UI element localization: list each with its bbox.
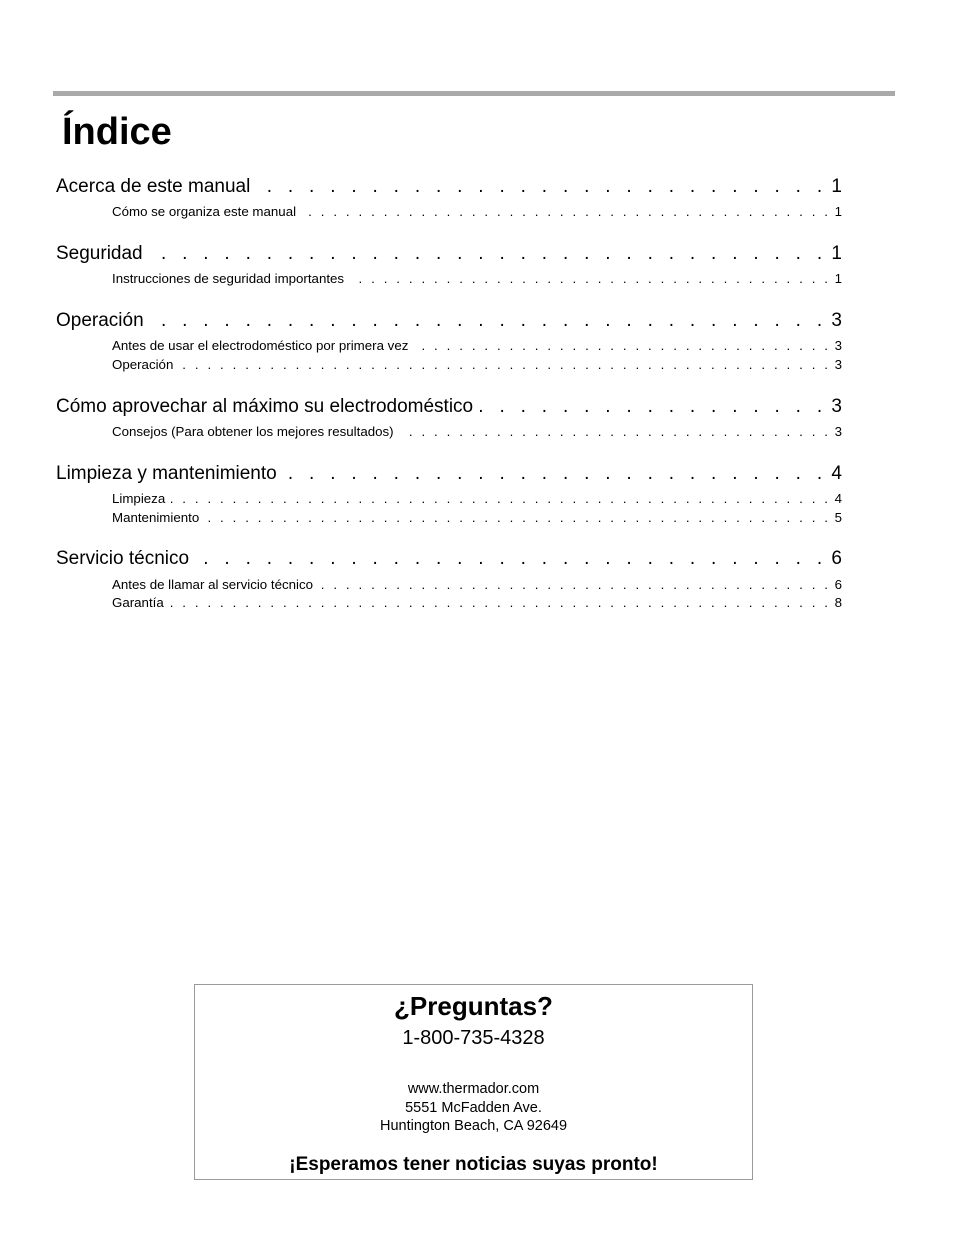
toc-item-label: Antes de llamar al servicio técnico (112, 577, 314, 592)
toc-page-number: 3 (834, 338, 842, 353)
toc-section-label: Acerca de este manual (56, 176, 251, 197)
dot-leader (283, 462, 828, 486)
dot-leader (256, 175, 827, 199)
toc-item-instrucciones[interactable] (112, 270, 842, 287)
dot-leader (195, 547, 827, 571)
toc-item-organiza[interactable] (112, 203, 842, 220)
toc-page-number: 4 (831, 463, 842, 484)
toc-page-number: 3 (831, 310, 842, 331)
toc-item-operacion[interactable] (112, 356, 842, 373)
toc-section-label: Limpieza y mantenimiento (56, 463, 277, 484)
toc-item-label: Limpieza (112, 491, 166, 506)
toc-page-number: 6 (834, 577, 842, 592)
contact-heading: ¿Preguntas? (394, 991, 553, 1021)
toc-section-seguridad[interactable] (56, 242, 842, 266)
toc-item-label: Operación (112, 357, 174, 372)
toc-section-aprovechar[interactable] (56, 395, 842, 419)
top-rule (53, 91, 895, 96)
toc-section-label: Operación (56, 310, 144, 331)
dot-leader (171, 490, 830, 507)
dot-leader (302, 203, 831, 220)
toc-section-acerca[interactable] (56, 175, 842, 199)
dot-leader (149, 242, 828, 266)
contact-website[interactable]: www.thermador.com (407, 1081, 540, 1097)
toc-item-label: Instrucciones de seguridad importantes (112, 271, 345, 286)
toc-page-number: 8 (834, 595, 842, 610)
contact-phone[interactable]: 1-800-735-4328 (402, 1027, 545, 1049)
toc-item-antes-de-usar[interactable] (112, 337, 842, 354)
toc-item-label: Garantía (112, 595, 164, 610)
page-title: Índice (62, 111, 172, 153)
dot-leader (350, 270, 831, 287)
contact-address-line2: Huntington Beach, CA 92649 (379, 1118, 568, 1134)
toc-section-operacion[interactable] (56, 309, 842, 333)
toc-item-label: Cómo se organiza este manual (112, 204, 297, 219)
toc-item-label: Antes de usar el electrodoméstico por primera vez (112, 338, 409, 353)
toc-item-antes-de-llamar[interactable] (112, 576, 842, 593)
toc-page-number: 1 (831, 176, 842, 197)
toc-page-number: 3 (834, 357, 842, 372)
toc-page-number: 1 (834, 271, 842, 286)
toc-page-number: 3 (831, 396, 842, 417)
toc-section-label: Servicio técnico (56, 548, 190, 569)
toc-item-mantenimiento[interactable] (112, 509, 842, 526)
dot-leader (170, 594, 831, 611)
toc-section-label: Cómo aprovechar al máximo su electrodoméstico (56, 396, 474, 417)
toc-section-label: Seguridad (56, 243, 143, 264)
dot-leader (479, 395, 827, 419)
toc-item-limpieza[interactable] (112, 490, 842, 507)
toc-section-servicio[interactable] (56, 547, 842, 571)
contact-box (194, 984, 753, 1180)
toc-page-number: 3 (834, 424, 842, 439)
toc-item-garantia[interactable] (112, 594, 842, 611)
toc-section-limpieza-mantenimiento[interactable] (56, 462, 842, 486)
toc-page-number: 1 (831, 243, 842, 264)
dot-leader (319, 576, 831, 593)
contact-address-line1: 5551 McFadden Ave. (405, 1100, 542, 1116)
dot-leader (205, 509, 830, 526)
toc-item-consejos[interactable] (112, 423, 842, 440)
dot-leader (150, 309, 828, 333)
toc-page-number: 1 (834, 204, 842, 219)
dot-leader (400, 423, 831, 440)
toc-item-label: Consejos (Para obtener los mejores resultados) (112, 424, 394, 439)
toc-item-label: Mantenimiento (112, 510, 200, 525)
contact-closing: ¡Esperamos tener noticias suyas pronto! (289, 1154, 658, 1175)
dot-leader (414, 337, 830, 354)
toc-page-number: 4 (834, 491, 842, 506)
dot-leader (179, 356, 830, 373)
toc-page-number: 5 (834, 510, 842, 525)
toc-page-number: 6 (831, 548, 842, 569)
